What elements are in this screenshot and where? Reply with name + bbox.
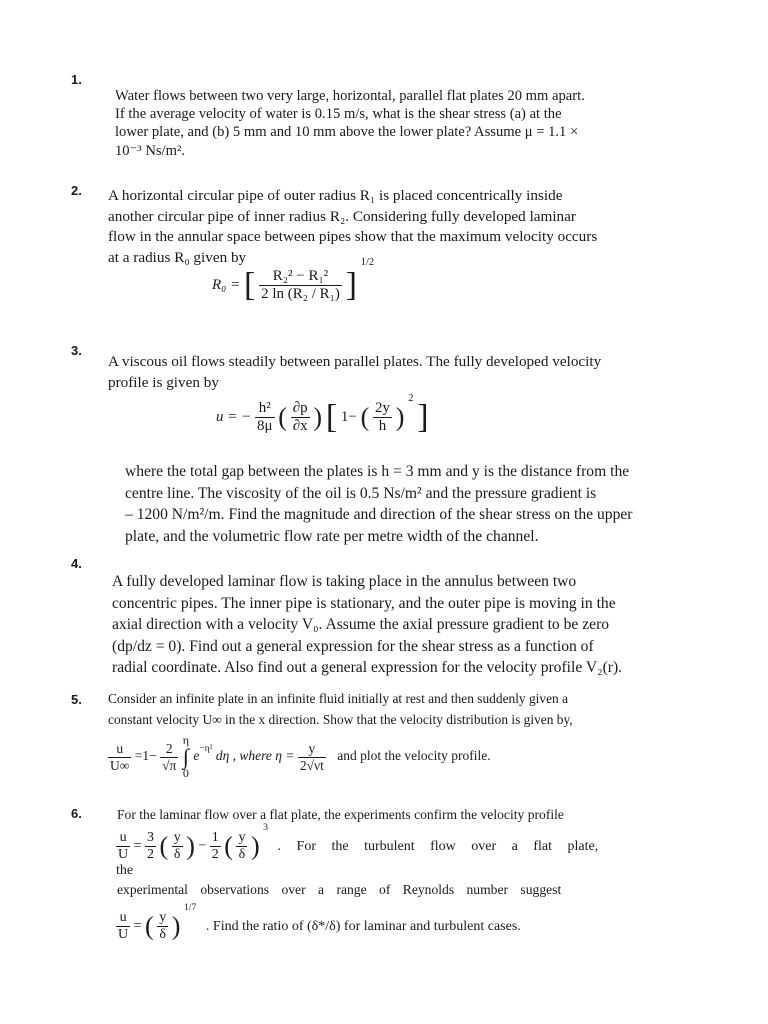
ratio-numerator: u	[116, 910, 130, 927]
problem-2-line: at a radius R₀ given by	[108, 248, 247, 266]
coefficient-numerator: 3	[147, 830, 155, 845]
paren-right: )	[313, 402, 323, 432]
y-over-delta	[236, 830, 247, 863]
pressure-gradient	[291, 400, 310, 435]
problem-6-line-1: For the laminar flow over a flat plate, the experiments confirm the velocity profile	[117, 807, 564, 822]
ratio-denominator: U∞	[110, 757, 130, 773]
bracket-right: ]	[345, 266, 357, 304]
paren-right: )	[186, 831, 195, 861]
problem-3-line: – 1200 N/m²/m. Find the magnitude and direction of the shear stress on the upper	[125, 506, 633, 524]
problem-4-line: axial direction with a velocity V₀. Assume the axial pressure gradient to be zero	[112, 616, 610, 634]
ratio-fraction	[373, 400, 392, 435]
paren-left: (	[145, 911, 154, 941]
eta-fraction	[298, 741, 326, 774]
fraction-numerator: y	[238, 830, 246, 845]
velocity-ratio	[116, 830, 130, 863]
problem-3-text	[108, 352, 658, 393]
equation-fraction	[259, 268, 342, 303]
problem-6-line-2: experimental observations over a range of Reynolds number suggest	[117, 882, 562, 897]
integral-sign	[183, 735, 189, 779]
problem-4-text	[112, 571, 652, 679]
problem-5-number: 5.	[71, 692, 82, 707]
equals-sign: =	[133, 838, 142, 854]
problem-5-line: Consider an infinite plate in an infinite fluid initially at rest and then suddenly given a	[108, 691, 569, 706]
equation-lhs: R₀ =	[212, 276, 241, 293]
paren-right: )	[395, 402, 405, 432]
integrand-differential: dη , where	[215, 748, 272, 764]
fraction-denominator: 2 ln (R₂ / R₁)	[261, 286, 340, 302]
problem-3-line: centre line. The viscosity of the oil is 0.5 Ns/m² and the pressure gradient is	[125, 484, 597, 502]
paren-left: (	[360, 402, 370, 432]
integrand-base: e	[193, 748, 200, 764]
equation-trail: and plot the velocity profile.	[337, 748, 491, 764]
equation-lhs: u = −	[216, 408, 252, 425]
ratio-denominator: U	[118, 847, 129, 862]
integral-symbol: ∫	[182, 744, 189, 769]
problem-5-text	[108, 688, 658, 730]
problem-3-line: where the total gap between the plates is h = 3 mm and y is the distance from the	[125, 463, 630, 480]
problem-4-line: radial coordinate. Also find out a general expression for the velocity profile V₂(r).	[112, 659, 623, 677]
y-over-delta	[172, 830, 183, 863]
problem-2-line: flow in the annular space between pipes show that the maximum velocity occurs	[108, 228, 598, 246]
problem-1-line: Water flows between two very large, horizontal, parallel flat plates 20 mm apart.	[115, 88, 585, 104]
integrand-exponent: −η²	[199, 743, 213, 754]
equation-power: 2	[408, 392, 414, 404]
bracket-left: [	[244, 266, 256, 304]
problem-6-equation-2	[116, 902, 521, 943]
fraction-denominator: δ	[159, 927, 166, 942]
fraction-numerator: y	[173, 830, 181, 845]
coefficient-denominator: 8μ	[257, 418, 273, 434]
problem-2-line: another circular pipe of inner radius R₂. Considering fully developed laminar	[108, 207, 576, 225]
gradient-numerator: ∂p	[292, 400, 308, 416]
problem-3-line: A viscous oil flows steadily between parallel plates. The fully developed velocity	[108, 353, 602, 370]
equation-power: 3	[263, 822, 269, 834]
coefficient-numerator: 2	[160, 741, 178, 758]
ratio-numerator: u	[116, 830, 130, 847]
eta-definition: η =	[275, 748, 295, 764]
bracket-right: ]	[417, 398, 429, 436]
problem-1-line: lower plate, and (b) 5 mm and 10 mm above the lower plate? Assume μ = 1.1 ×	[115, 124, 579, 141]
coefficient-1	[145, 830, 156, 863]
ratio-numerator: 2y	[375, 400, 391, 416]
problem-4-number: 4.	[71, 556, 82, 571]
equation-trail: . Find the ratio of (δ*/δ) for laminar and turbulent cases.	[205, 918, 521, 934]
coefficient-numerator: h²	[255, 400, 275, 418]
problem-6-number: 6.	[71, 806, 82, 821]
problem-2-equation	[212, 256, 375, 304]
paren-left: (	[159, 831, 169, 861]
equation-coefficient	[160, 741, 178, 774]
equation-power: 1/7	[183, 902, 197, 914]
paren-left: (	[278, 402, 287, 432]
velocity-ratio	[108, 741, 131, 774]
problem-1-text	[115, 87, 635, 160]
fraction-numerator: y	[159, 910, 167, 925]
problem-1-number: 1.	[71, 72, 82, 87]
coefficient-denominator: 2	[211, 847, 219, 862]
problem-2-line: A horizontal circular pipe of outer radius R₁ is placed concentrically inside	[108, 187, 563, 204]
coefficient-denominator: √π	[162, 757, 177, 773]
equation-exponent: 1/2	[360, 256, 375, 268]
problem-2-number: 2.	[71, 183, 82, 198]
problem-3-text-after	[125, 461, 665, 547]
velocity-ratio	[116, 910, 130, 943]
integral-upper-limit: η	[182, 733, 189, 747]
paren-right: )	[171, 911, 181, 941]
problem-1-line: If the average velocity of water is 0.15 m/s, what is the shear stress (a) at the	[115, 106, 562, 123]
problem-4-line: concentric pipes. The inner pipe is stationary, and the outer pipe is moving in the	[112, 594, 616, 612]
ratio-denominator: U	[118, 927, 129, 942]
problem-6-equation-1	[116, 822, 616, 879]
problem-3-equation	[216, 392, 429, 436]
problem-4-line: A fully developed laminar flow is taking place in the annulus between two	[112, 573, 577, 590]
problem-3-line: plate, and the volumetric flow rate per metre width of the channel.	[125, 527, 539, 545]
problem-5-equation	[108, 735, 491, 779]
fraction-denominator: δ	[238, 847, 246, 862]
problem-4-line: (dp/dz = 0). Find out a general expression for the shear stress as a function of	[112, 637, 594, 655]
paren-left: (	[224, 831, 233, 861]
ratio-denominator: h	[378, 418, 387, 434]
bracket-left: [	[325, 398, 338, 436]
equation-one-minus: =1−	[134, 748, 157, 764]
problem-1-line: 10⁻³ Ns/m².	[115, 142, 185, 159]
ratio-numerator: u	[108, 741, 131, 758]
problem-2-text	[108, 186, 658, 268]
coefficient-numerator: 1	[211, 830, 219, 845]
gradient-denominator: ∂x	[292, 418, 308, 434]
problem-5-line: constant velocity U∞ in the x direction. Show that the velocity distribution is given by,	[108, 712, 573, 727]
problem-3-number: 3.	[71, 343, 82, 358]
coefficient-denominator: 2	[147, 847, 155, 862]
minus-sign: −	[198, 838, 207, 854]
equation-one-minus: 1−	[340, 408, 357, 425]
fraction-denominator: δ	[173, 847, 181, 862]
equals-sign: =	[133, 918, 142, 934]
fraction-numerator: R₂² − R₁²	[259, 268, 342, 286]
coefficient-2	[210, 830, 221, 863]
eta-numerator: y	[298, 741, 326, 758]
y-over-delta	[157, 910, 168, 943]
integral-lower-limit: 0	[182, 766, 189, 780]
equation-coefficient	[255, 400, 275, 435]
problem-3-line: profile is given by	[108, 373, 219, 391]
paren-right: )	[250, 831, 260, 861]
equation-trail: . For the turbulent flow over a flat plate, the	[116, 838, 599, 878]
eta-denominator: 2√νt	[299, 757, 324, 773]
